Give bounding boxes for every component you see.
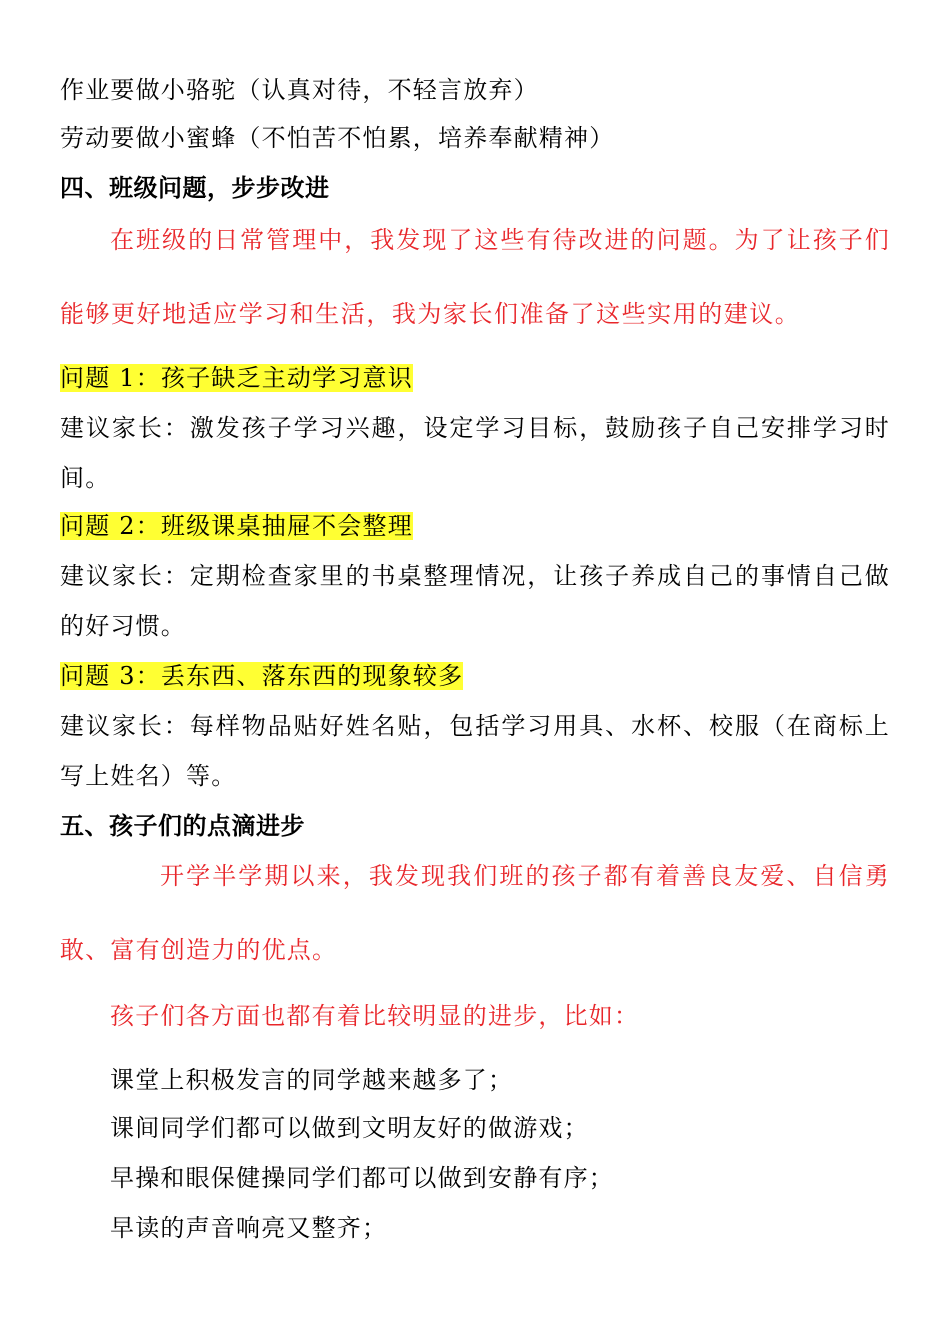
advice-3-line-2: 写上姓名）等。: [60, 762, 237, 790]
intro-paragraph-4-line-1: 在班级的日常管理中，我发现了这些有待改进的问题。为了让孩子们: [110, 226, 890, 254]
section-heading-4: 四、班级问题，步步改进: [60, 174, 330, 202]
advice-2-line-1: 建议家长：定期检查家里的书桌整理情况，让孩子养成自己的事情自己做: [60, 562, 890, 590]
progress-paragraph-line-2: 敢、富有创造力的优点。: [60, 936, 338, 964]
problem-2: [60, 510, 413, 542]
progress-item-4: 早读的声音响亮又整齐；: [110, 1214, 388, 1242]
progress-item-2: 课间同学们都可以做到文明友好的做游戏；: [110, 1114, 589, 1142]
intro-paragraph-4-line-2: 能够更好地适应学习和生活，我为家长们准备了这些实用的建议。: [60, 300, 800, 328]
advice-3-line-1: 建议家长：每样物品贴好姓名贴，包括学习用具、水杯、校服（在商标上: [60, 712, 890, 740]
problem-3-highlight: 问题 3：丢东西、落东西的现象较多: [60, 662, 464, 690]
progress-item-1: 课堂上积极发言的同学越来越多了；: [110, 1066, 514, 1094]
problem-1: [60, 362, 413, 394]
section-heading-5: 五、孩子们的点滴进步: [60, 812, 305, 840]
progress-paragraph-line-1: 开学半学期以来，我发现我们班的孩子都有着善良友爱、自信勇: [160, 862, 890, 890]
line-labor: 劳动要做小蜜蜂（不怕苦不怕累，培养奉献精神）: [60, 124, 615, 152]
problem-1-highlight: 问题 1：孩子缺乏主动学习意识: [60, 364, 413, 392]
progress-item-3: 早操和眼保健操同学们都可以做到安静有序；: [110, 1164, 614, 1192]
advice-1-line-1: 建议家长：激发孩子学习兴趣，设定学习目标，鼓励孩子自己安排学习时: [60, 414, 890, 442]
progress-paragraph-line-3: 孩子们各方面也都有着比较明显的进步，比如：: [110, 1002, 640, 1030]
line-homework: 作业要做小骆驼（认真对待，不轻言放弃）: [60, 76, 539, 104]
problem-2-highlight: 问题 2：班级课桌抽屉不会整理: [60, 512, 413, 540]
problem-3: [60, 660, 463, 692]
advice-2-line-2: 的好习惯。: [60, 612, 186, 640]
advice-1-line-2: 间。: [60, 464, 111, 492]
